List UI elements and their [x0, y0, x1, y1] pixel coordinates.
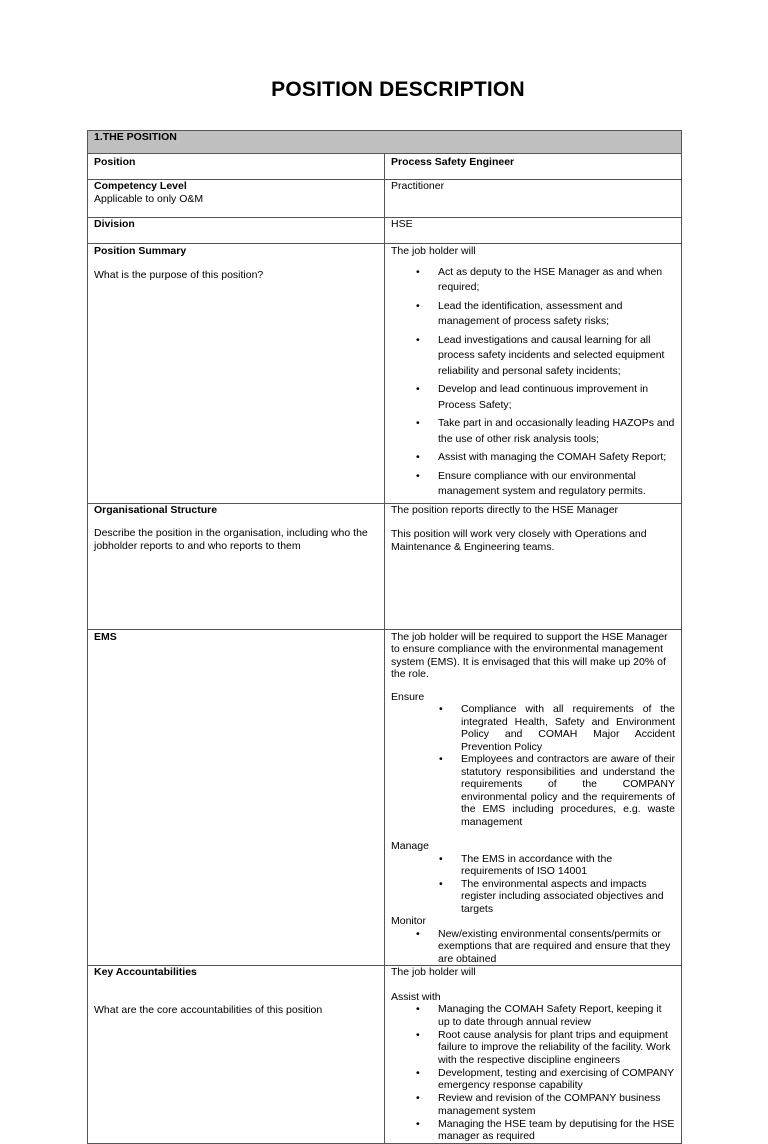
summary-row: [88, 244, 682, 504]
org-content: [385, 503, 682, 629]
ems-row: [88, 629, 682, 966]
list-item: • Lead investigations and causal learning for all process safety incidents and selected equipment reliability and personal safety incidents;: [438, 333, 675, 380]
list-item: • Review and revision of the COMPANY business management system: [438, 1092, 675, 1117]
position-label: Position: [88, 154, 385, 180]
list-item: • Take part in and occasionally leading HAZOPs and the use of other risk analysis tools;: [438, 416, 675, 447]
org-label-cell: [88, 503, 385, 629]
org-p1: The position reports directly to the HSE Manager: [391, 503, 619, 516]
key-intro: The job holder will: [391, 966, 476, 978]
list-item: • Develop and lead continuous improvement in Process Safety;: [438, 382, 675, 413]
ems-manage-list: [391, 853, 675, 916]
ems-intro: The job holder will be required to support the HSE Manager to ensure compliance with the environmental management system (EMS). It is envisaged that this will make up 20% of the role.: [391, 630, 668, 680]
key-label: Key Accountabilities: [94, 966, 197, 978]
summary-list: [391, 265, 675, 500]
key-label-cell: [88, 966, 385, 1144]
ems-ensure-list: [391, 703, 675, 828]
section-title: 1.THE POSITION: [88, 131, 682, 154]
competency-label-cell: [88, 180, 385, 218]
ems-monitor-list: [391, 928, 675, 966]
key-content: [385, 966, 682, 1144]
division-value: HSE: [385, 218, 682, 244]
list-item: • New/existing environmental consents/permits or exemptions that are required and ensure that they are obtained: [438, 928, 675, 966]
org-sublabel: Describe the position in the organisation, including who the jobholder reports to and who reports to them: [94, 527, 368, 552]
org-row: [88, 503, 682, 629]
position-row: [88, 154, 682, 180]
list-item: • The EMS in accordance with the requirements of ISO 14001: [461, 853, 675, 878]
org-p2: This position will work very closely with Operations and Maintenance & Engineering teams.: [391, 528, 647, 553]
ems-monitor-label: Monitor: [391, 915, 427, 927]
list-item: • Assist with managing the COMAH Safety Report;: [438, 450, 675, 466]
summary-content: [385, 244, 682, 504]
list-item: • Act as deputy to the HSE Manager as and when required;: [438, 265, 675, 296]
ems-label: EMS: [88, 629, 385, 966]
ems-ensure-label: Ensure: [391, 690, 425, 703]
list-item: • Managing the COMAH Safety Report, keeping it up to date through annual review: [438, 1003, 675, 1028]
section-header-row: [88, 131, 682, 154]
position-table: [87, 130, 682, 1144]
ems-content: [385, 629, 682, 966]
key-sublabel: What are the core accountabilities of this position: [94, 1003, 323, 1016]
key-assist-label: Assist with: [391, 990, 441, 1003]
list-item: • Managing the HSE team by deputising for the HSE manager as required: [438, 1118, 675, 1143]
position-value: Process Safety Engineer: [385, 154, 682, 180]
list-item: • Development, testing and exercising of COMPANY emergency response capability: [438, 1067, 675, 1092]
key-row: [88, 966, 682, 1144]
competency-sublabel: Applicable to only O&M: [94, 192, 204, 205]
page-title: POSITION DESCRIPTION: [271, 78, 525, 101]
list-item: • Lead the identification, assessment and management of process safety risks;: [438, 299, 675, 330]
competency-value: Practitioner: [385, 180, 682, 218]
summary-intro: The job holder will: [391, 245, 476, 257]
list-item: • The environmental aspects and impacts register including associated objectives and targets: [461, 878, 675, 916]
ems-manage-label: Manage: [391, 840, 429, 852]
competency-row: [88, 180, 682, 218]
competency-label: Competency Level: [94, 180, 187, 192]
summary-label-cell: [88, 244, 385, 504]
summary-sublabel: What is the purpose of this position?: [94, 268, 264, 281]
list-item: • Ensure compliance with our environmental management system and regulatory permits.: [438, 469, 675, 500]
list-item: • Employees and contractors are aware of their statutory responsibilities and understand the requirements of the COMPANY environmental policy and the requirements of the EMS including procedures, e.g. waste management: [461, 753, 675, 828]
list-item: • Compliance with all requirements of the integrated Health, Safety and Environment Policy and COMAH Major Accident Prevention Policy: [461, 703, 675, 753]
org-label: Organisational Structure: [94, 503, 218, 516]
division-label: Division: [88, 218, 385, 244]
summary-label: Position Summary: [94, 245, 187, 257]
division-row: [88, 218, 682, 244]
list-item: • Root cause analysis for plant trips and equipment failure to improve the reliability of the facility. Work with the respective discipline engineers: [438, 1029, 675, 1067]
